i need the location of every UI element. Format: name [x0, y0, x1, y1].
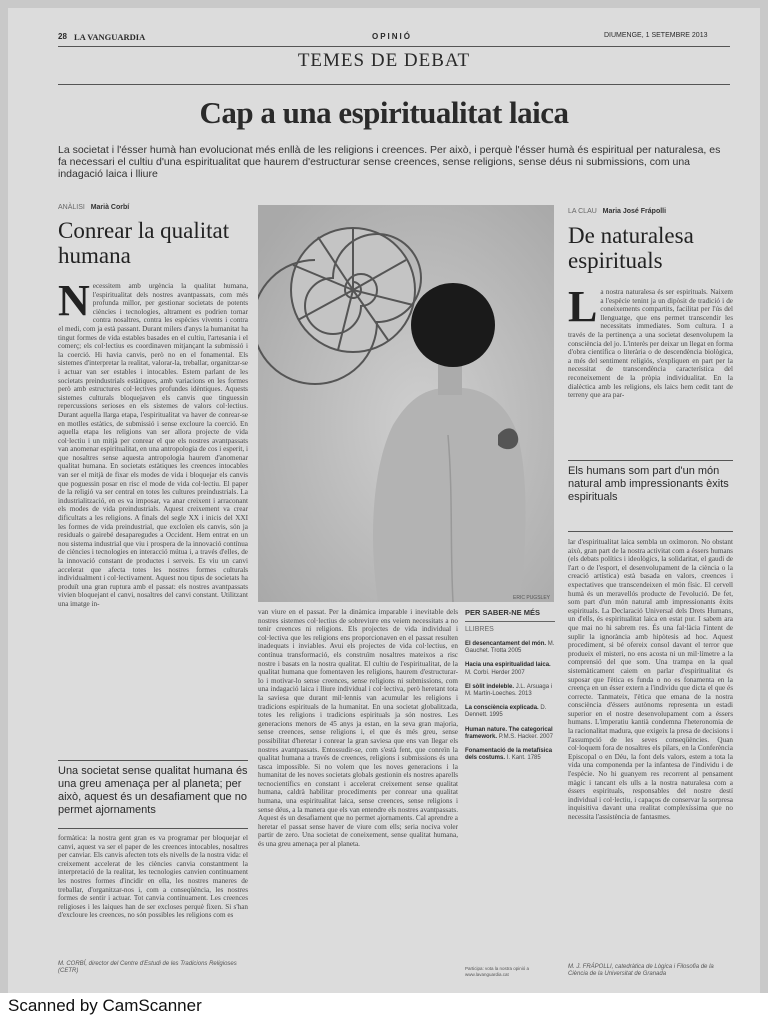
- book-item: El sòlit indeleble. J.L. Arsuaga i M. Martín-Loeches. 2013: [465, 683, 553, 698]
- page-number: 28: [58, 32, 67, 41]
- right-author-bio: M. J. FRÁPOLLI, catedràtica de Lògica i Filosofia de la Ciència de la Universitat de Granada: [568, 964, 714, 977]
- book-item: La consciència explicada. D. Dennett. 1995: [465, 705, 547, 719]
- right-article-body: [568, 288, 733, 450]
- debate-kicker: TEMES DE DEBAT: [297, 50, 471, 71]
- left-author: Marià Corbí: [90, 204, 130, 211]
- sidebar-title: PER SABER-NE MÉS: [465, 608, 541, 617]
- illustration: [258, 205, 554, 602]
- section-label: OPINIÓ: [372, 32, 413, 41]
- book-item: Fonamentació de la metafísica dels costums. I. Kant. 1785: [465, 748, 553, 762]
- woman-nautilus-illustration: [258, 205, 554, 602]
- scanner-watermark: Scanned by CamScanner: [8, 996, 202, 1015]
- image-credit: ERIC PUGSLEY: [513, 595, 550, 601]
- book-item: Hacia una espiritualidad laica. M. Corbí. Herder 2007: [465, 662, 551, 676]
- right-drop-cap: L: [568, 288, 598, 331]
- left-tag-label: ANÀLISI: [58, 204, 85, 211]
- further-reading-sidebar: [465, 608, 555, 769]
- middle-article-body: van viure en el passat. Per la dinàmica imparable i inevitable dels nostres sistemes col·lectius de sobreviure ens veiem necessitats a no tenir creences ni religions. Els projectes de vida individual i col·lectiva que les religions ens proporcionaven en el passat resulten inadequats i inviables. Avui els projectes de vida col·lectius, en contínua transformació, els construïm nosaltres mateixos a risc nostre i basats en la nostra qualitat. El cultiu de l'espiritualitat, de la qualitat humana que fomentaven les religions, haurem d'estructurar-lo i motivar-lo sense creences, sense religions ni submissions, com una indagació laica i lliure individual i col·lectiva, però heretant tota la saviesa que durant mil·lennis van acumular les religions i tradicions espirituals de la humanitat. En una societat globalitzada, totes les religions i tradicions espirituals ja són nostres. Les generacions menors de 45 anys ja estan, en la seva gran majoria, sense creences, sense religions i, el que és més greu, sense possibilitat d'heretar i conrear la gran saviesa que ens van llegar els nostres avantpassats. Entossudir-se, com s'està fent, que conreïn la qualitat humana a través de creences, religions i submissions és una tasca impossible. Si no volem que les noves generacions i la humanitat de les noves societats globals gestionin els nostres aparells tecnocientífics en constant i accelerat creixement sense qualitat humana, caldrà habilitar procediments per conrear una qualitat humana, una espiritualitat laica, sense creences, sense religions i sense déus, a la manera que els van entendre els nostres avantpassats. Aquest és un desafiament que no permet ajornaments. Cal aprendre a heretar el passat sense haver de viure com ells; seria nociva voler partir de zero. Una societat de coneixement, sense qualitat humana, és una greu amenaça per al planeta.: [258, 608, 458, 849]
- left-article-tag: [58, 204, 129, 211]
- left-article-body: [58, 282, 248, 754]
- right-body-text: a nostra naturalesa és ser espirituals. Naixem a l'espècie tenint ja un dipòsit de tradició i de coneixements compartits, facilitat per l'ús del llenguatge, que ens permet transcendir les necessitats immediates. Som cultura. I a través de la pertinença a una societat desenvolupem la consciència del jo. L'interès per deixar un llegat en forma d'obra científica o literària o de descendència biològica, a més del sentiment religiós, s'expliquen en part per la necessitat de transcendència característica del reconeixement de la pròpia individualitat. En la dialèctica amb les religions, els laics hem cedit tant de terreny que ara par-: [568, 288, 733, 400]
- hair: [411, 283, 495, 367]
- right-article-tag: [568, 208, 666, 215]
- kicker-rule: [58, 84, 730, 85]
- left-drop-cap: N: [58, 282, 90, 325]
- left-body-text: ecessitem amb urgència la qualitat humana, l'espiritualitat dels nostres avantpassats, com més profunda millor, per gestionar societats de potents ciències i tecnologies, altrament es podrien tornar contra nosaltres, contra les espècies vivents i contra el medi, com ja està passant. Durant milers d'anys la humanitat ha tingut formes de vida estables basades en el cultiu, l'artesania i el comerç; els col·lectius es coordinaven mitjançant la submissió i la coerció. Hi havia canvis, però no en el fonamental. Els sistemes d'interpretar la realitat, valorar-la, treballar, organitzar-se i actuar van ser estables i intocables. Estem parlant de les societats preindustrials estàtiques, amb variacions en les formes però amb estructures col·lectives profundes idèntiques. Aquests sistemes culturals bloquejaven els canvis que tinguessin repercussions serioses en els sistemes de valors col·lectius. Durant aquella llarga etapa, l'espiritualitat va haver de conrear-se en motlles estàtics, de submissió i sense excloure la coerció. En aquella etapa les religions van ser allora projecte de vida col·lectiu i un mitjà per conrear el que els nostres avantpassats van anomenar espiritualitat, en una antropologia de cos i esperit, i que nosaltres sense aquesta antropologia haurem d'anomenar qualitat humana. En societats estàtiques les creences intocables van ser el mitjà de fixar els modes de vida i bloquejar els canvis que poguessin posar en risc el mode de vida col·lectiu. El paper de la religió va ser central en totes les cultures preindustrials. La industrialització, en es va imposar, va anar creixent i arraconant els modes de vida preindustrials. Aquest creixement va crear dificultats a les religions. A finals del segle XX i inicis del XXI les formes de vida preindustrial, que excloïen els canvis, són ja residuals o gairebé desaparegudes a Occident. Hem entrat en un nou sistema industrial que viu i prospera de la innovació contínua de ciències i tecnologies en interacció mútua i, a través d'elles, de la innovació constant de productes i serveis. Es viu un canvi accelerat que afecta totes les nostres formes culturals individualment i col·lectivament. Aquest nou tipus de societats ha produït una gran ruptura amb el passat: els nostres avantpassats vivien bloquejant el canvi, nosaltres del canvi constant. Utilitzant una imatge in-: [58, 282, 248, 608]
- left-pull-rule-top: [58, 760, 248, 761]
- standfirst: La societat i l'ésser humà han evolucionat més enllà de les religions i creences. Per això, i perquè l'ésser humà és espiritual per naturalesa, es fa necessari el cultiu d'una espiritualitat que haurem d'estructurar sense creences, sense religions, sense déus ni submissions, com una indagació laica i lliure: [58, 144, 721, 180]
- sidebar-section: LLIBRES: [465, 626, 494, 633]
- right-pull-rule-top: [568, 460, 733, 461]
- left-pull-rule-bottom: [58, 828, 248, 829]
- right-article-body-continued: lar d'espiritualitat laica sembla un oxímoron. No obstant això, gran part de la nostra activitat com a éssers humans (els debats polítics i ideològics, la solidaritat, el gaudi de l'art o de l'esport, el desenvolupament de la ciència o la creació artística) està basada en valors, creences i expectatives que transcendeixen el món físic. El cervell humà és un meravellós producte de l'evolució. De fet, som part d'un món natural amb impressionants èxits espirituals. La Declaració Universal dels Drets Humans, un d'ells, és espiritualitat laica en estat pur. I sabem ara que mai no hi sabrem res. És una fal·làcia l'intent de suplir la ignorància amb hipòtesis ad hoc. Aquest procediment, si bé ofereix consol davant el terror que produeix el misteri, no ens acosta ni un mil·límetre a la comprensió del que som. Una trampa en la qual sistemàticament caiem en parlar d'espiritualitat és suposar que l'ètica es funda o no es fonamenta en la creença en un ésser extern a l'individu que dicta el que és correcte. Tanmateix, l'ètica que emana de la nostra consciència d'éssers autònoms representa un estadi superior en el nostre desenvolupament com a éssers humans. L'imperatiu kantià condemna l'heteronomia de la racionalitat madura, que exigeix la presa de decisions i l'assumpció de les seves conseqüències. Quan col·loquem fora de nosaltres els pilars, en la Conferència Episcopal o en Déu, la font dels valors, estem a tota la vida una componenda per la infantesa de l'individu i de l'espècie. No hi guanyem res recorrent al pensament màgic i tancant els ulls a la nostra naturalesa com a éssers espirituals, responsables del nostre destí individual i col·lectiu, i capaços de conservar la sorpresa inquisitiva davant una realitat complexíssima que no necessita l'assistència de fantasmes.: [568, 538, 733, 821]
- left-article-body-continued: formàtica: la nostra gent gran es va programar per bloquejar el canvi, aquest va ser el paper de les creences intocables, nosaltres per canviar. Els canvis afecten tots els nivells de la nostra vida: el creixement accelerat de les ciències canvia constantment la interpretació de la realitat, les tecnologies canvien contínuament les nostres formes d'incidir en ella, les nostres maneres de treballar, d'organitzar-nos i, com a conseqüència, les nostres formes de sentir i actuar. Tot canvia contínuament. Les creences religioses i les laiques han de ser excloses perquè fixen. Si s'han d'excloure les creences, no són possibles les religions com es: [58, 834, 248, 920]
- book-item: Human nature. The categorical framework. P.M.S. Hacker. 2007: [465, 726, 553, 740]
- issue-date: DIUMENGE, 1 SETEMBRE 2013: [604, 32, 708, 39]
- masthead: LA VANGUARDIA: [74, 32, 146, 42]
- sidebar-footer-note: Participa: vota la nostra opinió a www.lavanguardia.cat: [465, 966, 530, 977]
- right-pull-rule-bottom: [568, 531, 733, 532]
- right-author: Maria José Frápolli: [602, 208, 667, 215]
- book-item: El desencantament del món. M. Gauchet. Trotta 2005: [465, 641, 555, 655]
- right-article-title: De naturalesa espirituals: [568, 223, 694, 273]
- left-article-title: Conrear la qualitat humana: [58, 218, 230, 268]
- left-pull-quote: Una societat sense qualitat humana és una greu amenaça per al planeta; per això, aquest és un desafiament que no permet ajornaments: [58, 765, 248, 816]
- left-author-bio: M. CORBÍ, director del Centre d'Estudi de les Tradicions Religioses (CETR): [58, 961, 237, 974]
- main-headline: Cap a una espiritualitat laica: [199, 95, 569, 130]
- right-pull-quote: Els humans som part d'un món natural amb impressionants èxits espirituals: [568, 465, 729, 503]
- newspaper-page: [8, 8, 760, 993]
- right-tag-label: LA CLAU: [568, 208, 597, 215]
- header-rule: [58, 46, 730, 47]
